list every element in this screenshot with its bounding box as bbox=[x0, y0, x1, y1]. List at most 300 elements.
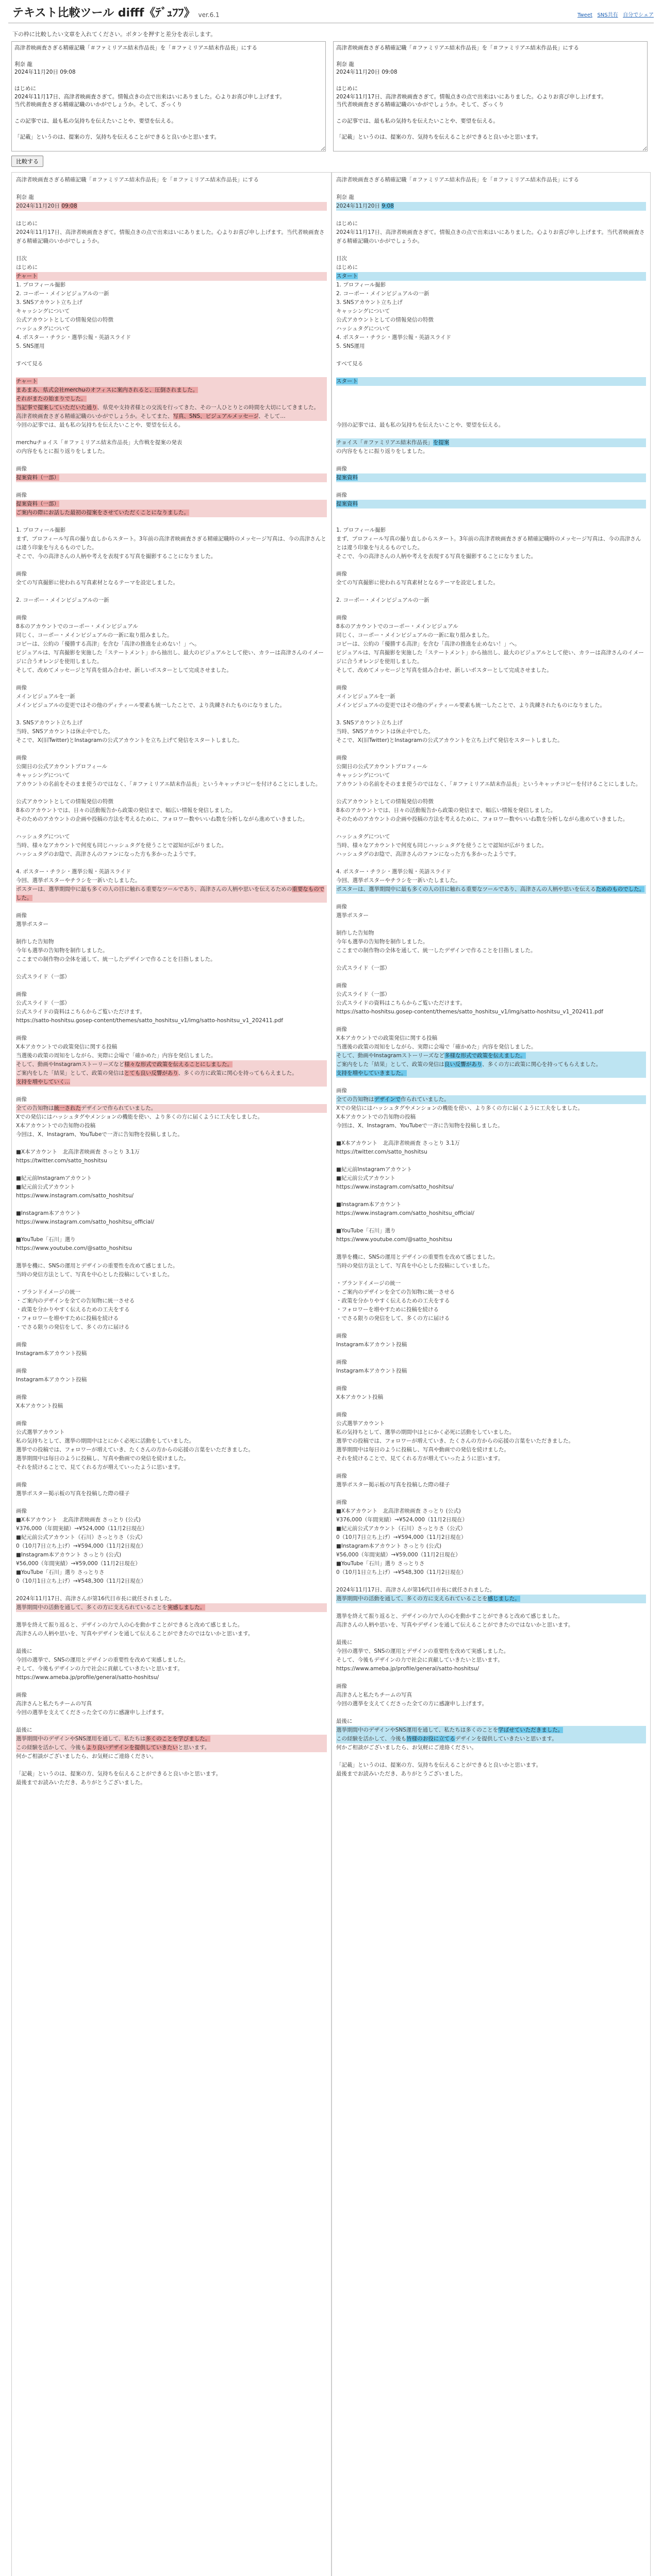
diff-line bbox=[336, 894, 646, 903]
diff-line: ・政策を分かりやすく伝えるための工夫をする bbox=[16, 1307, 130, 1313]
diff-line: ・政策を分かりやすく伝えるための工夫をする bbox=[336, 1298, 450, 1304]
diff-line: ■紀元前公式アカウント bbox=[336, 1175, 395, 1181]
diff-line: 最後までお読みいただき、ありがとうございました。 bbox=[336, 1771, 466, 1777]
diff-line bbox=[16, 1761, 327, 1770]
diff-line: 制作した告知物 bbox=[16, 939, 54, 945]
diff-line bbox=[16, 473, 327, 482]
diff-line: X本アカウントでの政策発信に関する投稿 bbox=[336, 1035, 438, 1041]
version-label: ver.6.1 bbox=[198, 11, 220, 19]
diff-line: 今回、選挙ポスターやチラシを一新いたしました。 bbox=[16, 877, 141, 884]
diff-line bbox=[16, 351, 327, 360]
diff-line bbox=[336, 561, 646, 570]
diff-line: 公式アカウントとしての情報発信の特徴 bbox=[16, 317, 113, 323]
tweet-link[interactable]: Tweet bbox=[577, 12, 592, 18]
diff-line: 画像 bbox=[16, 912, 27, 919]
diff-line: 3. SNSアカウント立ち上げ bbox=[336, 720, 403, 726]
diff-line: 当時、SNSアカウントは休止中でした。 bbox=[16, 728, 114, 735]
diff-line: の内容をもとに振り返りをしました。 bbox=[16, 448, 108, 454]
diff-line: コピーは、公約の「優勝する高津」を含む「高津の推進を止めない！」へ。 bbox=[336, 641, 520, 647]
diff-line: ■Instagram本アカウント bbox=[16, 1210, 81, 1216]
diff-line: X本アカウント投稿 bbox=[336, 1394, 384, 1400]
diff-line: 画像 bbox=[16, 1096, 27, 1103]
diff-line bbox=[16, 1638, 327, 1647]
diff-line: 当記事で提案していただいた通り、県党や支持者様との交流を行ってきた、その一人ひとりとの時間を大切にしてきました。 bbox=[16, 403, 327, 412]
diff-line: 画像 bbox=[16, 1420, 27, 1427]
self-share-link[interactable]: 自分でシェア bbox=[623, 12, 654, 18]
diff-line: 5. SNS運用 bbox=[16, 343, 45, 349]
diff-line bbox=[16, 859, 327, 868]
diff-line bbox=[16, 184, 327, 193]
diff-line: https://twitter.com/satto_hoshitsu bbox=[16, 1158, 107, 1164]
diff-line: ・フォロワーを増やすために投稿を続ける bbox=[16, 1315, 119, 1321]
diff-highlight: 提案資料 bbox=[336, 474, 358, 481]
diff-line bbox=[336, 377, 646, 386]
diff-highlight: 多様な形式で政策を伝えました。 bbox=[444, 1053, 526, 1059]
diff-line: そのためのアカウントの企画や投稿の方法を考えるために、フォロワー数やいいね数を分析しながら進めていきました。 bbox=[16, 816, 308, 822]
diff-line: すべて見る bbox=[336, 361, 363, 367]
diff-line: の内容をもとに振り返りをしました。 bbox=[336, 448, 428, 454]
diff-line: そこで、今の高津さんの人柄や考えを表現する写真を撮影することになりました。 bbox=[16, 553, 217, 560]
diff-line: 画像 bbox=[336, 1359, 347, 1365]
diff-line: 画像 bbox=[16, 685, 27, 691]
diff-line: 今回の選挙で、SNSの運用とデザインの重要性を改めて実感しました。 bbox=[336, 1648, 509, 1654]
diff-line: 2024年11月17日、高津さんが第16代目市長に就任されました。 bbox=[16, 1596, 175, 1602]
diff-line: 今回の選挙を支えてくださった全ての方に感謝申し上げます。 bbox=[336, 1701, 488, 1707]
diff-line: 画像 bbox=[16, 1035, 27, 1041]
diff-line: 当時、様々なアカウントで何度も同じハッシュタグを使うことで認知が広がりました。 bbox=[16, 842, 227, 849]
diff-line bbox=[16, 824, 327, 833]
diff-line: ハッシュタグについて bbox=[336, 326, 390, 332]
diff-line: そして、今後もデザインの力で社会に貢献していきたいと思います。 bbox=[336, 1657, 503, 1663]
diff-line: X本アカウント投稿 bbox=[16, 1403, 63, 1409]
diff-line: 高津さんと私たちチームの写真 bbox=[16, 1701, 92, 1707]
diff-line: 公式アカウントとしての情報発信の特徴 bbox=[16, 799, 113, 805]
diff-line: 選挙ポスター掲示板の写真を投稿した際の様子 bbox=[16, 1490, 130, 1497]
diff-line: 1. プロフィール撮影 bbox=[16, 282, 66, 288]
diff-line: https://satto-hoshitsu.gosep-content/themes/satto_hoshitsu_v1/img/satto-hoshitsu_v1_202411.pdf bbox=[16, 1018, 283, 1024]
sns-share-link[interactable]: SNS共有 bbox=[597, 12, 618, 18]
diff-line: 最後までお読みいただき、ありがとうございました。 bbox=[16, 1780, 146, 1786]
diff-line: はじめに bbox=[336, 264, 358, 270]
diff-line: 全ての写真撮影に使われる写真素材となるテーマを設定しました。 bbox=[16, 580, 178, 586]
diff-line bbox=[16, 1498, 327, 1507]
diff-highlight: とても良い反響があり bbox=[124, 1070, 178, 1076]
diff-line bbox=[16, 710, 327, 719]
diff-line bbox=[336, 1244, 646, 1253]
diff-line: そして、動画やInstagramストーリーズなど多様な形式で政策を伝えました。 bbox=[336, 1052, 646, 1060]
diff-line: ポスターは、選挙期間中に最も多くの人の目に触れる重要なツールであり、高津さんの人柄や思いを伝えるための重要なものでした。 bbox=[16, 885, 327, 903]
diff-line: ・ブランドイメージの統一 bbox=[16, 1289, 81, 1295]
diff-line bbox=[16, 430, 327, 438]
diff-line: 選挙ポスター掲示板の写真を投稿した際の様子 bbox=[336, 1482, 450, 1488]
diff-line: ■Instagram本アカウント bbox=[336, 1201, 402, 1208]
diff-line: 同じく、コーポー・メインビジュアルの一新に取り組みました。 bbox=[16, 632, 173, 638]
diff-line: https://www.ameba.jp/profile/general/satto-hoshitsu/ bbox=[336, 1666, 479, 1672]
diff-line: そして、改めてメッセージと写真を組み合わせ、新しいポスターとして完成させました。 bbox=[336, 667, 552, 673]
diff-line: ■YouTube「石川」選り さっとりさ bbox=[16, 1569, 105, 1575]
diff-line: 8本のアカウントでは、日々の活動報告から政策の発信まで、幅広い情報を発信しました。 bbox=[16, 807, 236, 814]
input-area bbox=[8, 41, 654, 151]
diff-column-left bbox=[12, 173, 331, 2576]
diff-highlight: 様々な形式で政策を伝えることにしました。 bbox=[124, 1061, 233, 1067]
diff-line: ■紀元前Instagramアカウント bbox=[16, 1175, 92, 1181]
diff-line: 今年も選挙の告知物を制作しました。 bbox=[336, 939, 428, 945]
diff-highlight: 実感しました。 bbox=[167, 1604, 206, 1611]
diff-line: キャッシングについて bbox=[336, 308, 390, 314]
diff-line: ビジュアルは、写真撮影を実施した「ステートメント」から抽出し、最大のビジュアルとして使い、カラーは高津さんのイメージに合うオレンジを使用しました。 bbox=[16, 650, 324, 665]
diff-line bbox=[16, 1682, 327, 1691]
diff-line: 選挙ポスター bbox=[16, 921, 48, 927]
diff-line: アカウントの名前をそのまま使うのではなく、「＃ファミリアエ結末作品長」というキャッチコピーを付けることにしました。 bbox=[336, 781, 641, 787]
diff-line: 利奈 龍 bbox=[336, 194, 354, 200]
diff-line: ¥56,000（年間実績）→¥59,000（11月2日現在） bbox=[336, 1552, 461, 1558]
diff-line: 画像 bbox=[336, 755, 347, 761]
diff-line: はじめに bbox=[16, 221, 38, 227]
diff-line: メインビジュアルの変更ではその他のディティール要素も統一したことで、より洗練されたものになりました。 bbox=[16, 702, 286, 708]
diff-line: 画像 bbox=[336, 571, 347, 577]
diff-line: 何かご相談がございましたら、お気軽にご連絡ください。 bbox=[16, 1753, 157, 1759]
diff-line: メインビジュアルを一新 bbox=[16, 693, 75, 700]
diff-highlight: 写真、SNS、ビジュアルメッセージ bbox=[173, 413, 259, 419]
diff-line: 画像 bbox=[336, 615, 347, 621]
instructions: 下の枠に比較したい文章を入れてください。ボタンを押すと差分を表示します。 bbox=[12, 31, 217, 38]
diff-line bbox=[16, 929, 327, 938]
diff-line: 全ての告知物は統一されたデザインで作られていました。 bbox=[16, 1104, 327, 1113]
diff-line: 4. ポスター・チラシ・選挙公報・英語スライド bbox=[336, 334, 452, 341]
diff-line bbox=[336, 1376, 646, 1384]
diff-line: 画像 bbox=[16, 615, 27, 621]
diff-line: 画像 bbox=[336, 1333, 347, 1339]
diff-line: 0（10月7日立ち上げ）→¥594,000（11月2日現在） bbox=[336, 1534, 467, 1540]
diff-line: 2. コーポー・メインビジュアルの一新 bbox=[336, 597, 429, 603]
diff-line: ・でさる限りの発信をして、多くの方に届ける bbox=[16, 1324, 130, 1330]
diff-line: 画像 bbox=[336, 466, 347, 472]
diff-line: はじめに bbox=[336, 221, 358, 227]
diff-line: 画像 bbox=[336, 1499, 347, 1505]
diff-highlight: より良いデザインを提供していきたい bbox=[86, 1744, 178, 1751]
diff-line: 画像 bbox=[16, 1394, 27, 1400]
diff-line: 公式選挙アカウント bbox=[336, 1420, 385, 1427]
diff-line: 公式アカウントとしての情報発信の特徴 bbox=[336, 799, 434, 805]
diff-line bbox=[16, 587, 327, 596]
diff-line: 高津さんと私たちチームの写真 bbox=[336, 1692, 412, 1698]
diff-line bbox=[16, 903, 327, 911]
diff-line bbox=[336, 1603, 646, 1612]
diff-highlight: 提案資料 bbox=[336, 501, 358, 507]
diff-line: アカウントの名前をそのまま使うのではなく、「＃ファミリアエ結末作品長」というキャッチコピーを付けることにしました。 bbox=[16, 781, 321, 787]
diff-line bbox=[16, 1253, 327, 1262]
diff-line: 選挙期間中は毎日のように投稿し、写真や動画での発信を続けました。 bbox=[16, 1455, 189, 1462]
diff-line: https://www.instagram.com/satto_hoshitsu/ bbox=[16, 1193, 134, 1199]
diff-line: 高津者映画査さぎる精確記職「＃ファミリアエ結末作品長」を「＃ファミリアエ結末作品長」にする bbox=[336, 177, 580, 183]
diff-line: 画像 bbox=[336, 982, 347, 989]
diff-highlight: 提案資料（一部） bbox=[16, 474, 59, 481]
diff-line: 同じく、コーポー・メインビジュアルの一新に取り組みました。 bbox=[336, 632, 493, 638]
diff-line: 公式スライド（一部） bbox=[16, 1000, 70, 1006]
diff-line: Instagram本アカウント投稿 bbox=[16, 1377, 87, 1383]
diff-line: ポスターは、選挙期間中に最も多くの人の目に触れる重要なツールであり、高津さんの人柄や思いを伝えるためのものでした。 bbox=[336, 885, 646, 894]
diff-line: ■YouTube「石川」選り さっとりさ bbox=[336, 1561, 425, 1567]
diff-line bbox=[336, 1489, 646, 1498]
diff-line: 画像 bbox=[336, 1088, 347, 1094]
diff-line bbox=[16, 675, 327, 684]
diff-line: 私の気持ちとして、選挙の期間中はとにかく必死に活動をしていました。 bbox=[336, 1429, 515, 1435]
diff-highlight: 当記事で提案していただいた通り bbox=[16, 404, 97, 411]
diff-line bbox=[16, 1165, 327, 1174]
diff-line: キャッシングについて bbox=[16, 308, 70, 314]
diff-line: 最後に bbox=[336, 1639, 353, 1646]
diff-line: 2. コーポー・メインビジュアルの一新 bbox=[336, 291, 429, 297]
diff-line bbox=[16, 1025, 327, 1034]
text-input-a[interactable] bbox=[11, 41, 326, 151]
diff-line: 当選後の政策の周知をしながら、実際に会場で「確かめた」内容を発信しました。 bbox=[336, 1044, 537, 1050]
diff-line: ■YouTube「石川」選り bbox=[16, 1236, 76, 1243]
diff-line: 画像 bbox=[16, 1368, 27, 1374]
diff-line: https://www.instagram.com/satto_hoshitsu/ bbox=[336, 1184, 454, 1190]
diff-line bbox=[16, 981, 327, 990]
diff-line: ¥376,000（年間実績）→¥524,000（11月2日現在） bbox=[336, 1517, 468, 1523]
diff-line bbox=[16, 789, 327, 798]
diff-line: 1. プロフィール撮影 bbox=[336, 527, 386, 533]
diff-line: 選挙での投稿では、フォロワーが増えていき、たくさんの方からの応援の言葉をいただきました。 bbox=[336, 1438, 574, 1444]
diff-line bbox=[336, 1752, 646, 1761]
diff-line: ■X本アカウント 北高津者映画査 さっとり (公式) bbox=[16, 1517, 141, 1523]
diff-line bbox=[336, 605, 646, 614]
diff-line: 画像 bbox=[16, 1342, 27, 1348]
diff-highlight: スタート bbox=[336, 273, 358, 279]
diff-line bbox=[16, 1200, 327, 1209]
diff-line: 選挙期間中のデザインやSNS運用を通して、私たちは多くのことを学ばせていただきました。 bbox=[336, 1726, 646, 1735]
diff-line bbox=[16, 456, 327, 465]
diff-line: 公式選挙アカウント bbox=[16, 1429, 65, 1435]
diff-line: チョイス「＃ファミリアエ結末作品長」を提案 bbox=[336, 438, 646, 447]
text-input-b[interactable] bbox=[333, 41, 648, 151]
diff-line: 目次 bbox=[336, 256, 347, 262]
diff-line bbox=[336, 1270, 646, 1279]
diff-line: 制作した告知物 bbox=[336, 930, 374, 936]
diff-line bbox=[336, 973, 646, 981]
compare-button[interactable]: 比較する bbox=[11, 156, 43, 167]
diff-line bbox=[16, 272, 327, 281]
diff-line: ■Instagram本アカウント さっとり (公式) bbox=[336, 1543, 442, 1549]
header bbox=[8, 4, 654, 24]
diff-highlight: チャート bbox=[16, 273, 38, 279]
diff-line: 全ての告知物はデザインで作られていました。 bbox=[336, 1095, 646, 1104]
diff-line bbox=[336, 1157, 646, 1165]
diff-line: はじめに bbox=[16, 264, 38, 270]
diff-line: ■紀元前公式アカウント（石川）さっとりさ（公式） bbox=[336, 1526, 466, 1532]
diff-line: キャッシングについて bbox=[16, 772, 70, 778]
diff-line bbox=[16, 1612, 327, 1621]
diff-line: そこで、X(旧Twitter)とInstagramの公式アカウントを立ち上げて発信をスタートしました。 bbox=[16, 737, 243, 743]
diff-line: 画像 bbox=[16, 1482, 27, 1488]
diff-line bbox=[16, 605, 327, 614]
diff-line bbox=[336, 1673, 646, 1682]
diff-line: 3. SNSアカウント立ち上げ bbox=[336, 299, 403, 306]
diff-line: ビジュアルは、写真撮影を実施した「ステートメント」から抽出し、最大のビジュアルとして使い、カラーは高津さんのイメージに合うオレンジを使用しました。 bbox=[336, 650, 644, 665]
diff-line: メインビジュアルを一新 bbox=[336, 693, 395, 700]
diff-line: 画像 bbox=[16, 991, 27, 997]
diff-line: 公開日の公式アカウントプロフィール bbox=[336, 764, 428, 770]
diff-line: 当時の発信方法として、写真を中心とした投稿にしていました。 bbox=[16, 1272, 173, 1278]
diff-highlight: 良い反響があり bbox=[444, 1061, 483, 1067]
diff-line: そして、改めてメッセージと写真を組み合わせ、新しいポスターとして完成させました。 bbox=[16, 667, 232, 673]
diff-line: ■X本アカウント 北高津者映画査 さっとり 3.1万 bbox=[16, 1149, 140, 1155]
diff-line: 今回の記事では、最も私の気持ちを伝えたいことや、要望を伝える。 bbox=[336, 422, 504, 428]
diff-line bbox=[336, 456, 646, 465]
diff-column-right bbox=[331, 173, 650, 2576]
diff-line: 今回、選挙ポスターやチラシを一新いたしました。 bbox=[336, 877, 461, 884]
diff-line: X本アカウントでの政策発信に関する投稿 bbox=[16, 1044, 118, 1050]
diff-line: コピーは、公約の「優勝する高津」を含む「高津の推進を止めない！」へ。 bbox=[16, 641, 200, 647]
diff-highlight: ご案内の際にお話した最初の提案をさせていただくことになりました。 bbox=[16, 510, 189, 516]
diff-line bbox=[16, 1358, 327, 1367]
diff-line bbox=[336, 1402, 646, 1411]
diff-line: 画像 bbox=[336, 492, 347, 498]
diff-highlight: チャート bbox=[16, 378, 38, 384]
diff-line: 利奈 龍 bbox=[16, 194, 34, 200]
diff-line: 画像 bbox=[16, 755, 27, 761]
diff-line: 選挙期間中は毎日のように投稿し、写真や動画での発信を続けました。 bbox=[336, 1447, 509, 1453]
diff-line bbox=[336, 1069, 646, 1078]
diff-line bbox=[336, 789, 646, 798]
diff-line: ・でさる限りの発信をして、多くの方に届ける bbox=[336, 1315, 450, 1321]
diff-highlight: それがまたの始まりでした。 bbox=[16, 396, 87, 402]
diff-line bbox=[16, 395, 327, 403]
diff-line bbox=[336, 859, 646, 868]
diff-line: そこで、X(旧Twitter)とInstagramの公式アカウントを立ち上げて発信をスタートしました。 bbox=[336, 737, 563, 743]
diff-line bbox=[336, 395, 646, 403]
diff-line: ハッシュタグについて bbox=[336, 834, 390, 840]
diff-line: 3. SNSアカウント立ち上げ bbox=[16, 720, 82, 726]
diff-line bbox=[336, 246, 646, 255]
diff-line: まず、プロフィール写真の撮り直しからスタート。3年前の高津者映画査さぎる精確記職時のメッセージ写真は、今の高津さんとは違う印象を与えるものでした。 bbox=[16, 536, 326, 551]
diff-line: 選挙期間中のデザインやSNS運用を通して、私たちは多くのことを学びました。 bbox=[16, 1735, 327, 1743]
diff-line: ・ご案内のデザインを全ての告知物に統一させる bbox=[16, 1298, 135, 1304]
diff-line: 画像 bbox=[16, 1692, 27, 1698]
diff-highlight: スタート bbox=[336, 378, 358, 384]
diff-line bbox=[16, 964, 327, 973]
share-links bbox=[577, 10, 654, 18]
diff-line bbox=[16, 1472, 327, 1481]
diff-line bbox=[16, 509, 327, 517]
diff-line: そして、今後もデザインの力で社会に貢献していきたいと思います。 bbox=[16, 1666, 183, 1672]
diff-line bbox=[16, 500, 327, 509]
diff-line bbox=[16, 1717, 327, 1726]
diff-line: 目次 bbox=[16, 256, 27, 262]
diff-line: メインビジュアルの変更ではその他のディティール要素も統一したことで、より洗練されたものになりました。 bbox=[336, 702, 606, 708]
diff-line bbox=[336, 1078, 646, 1087]
diff-line: 5. SNS運用 bbox=[336, 343, 365, 349]
diff-line bbox=[336, 1218, 646, 1227]
diff-highlight: 統一された bbox=[54, 1105, 81, 1111]
diff-line: Xでの発信にはハッシュタグやメンションの機能を使い、より多くの方に届くように工夫をしました。 bbox=[16, 1114, 263, 1120]
diff-line: 8本のアカウントでは、日々の活動報告から政策の発信まで、幅広い情報を発信しました。 bbox=[336, 807, 556, 814]
diff-line: X本アカウントでの告知物の投稿 bbox=[16, 1123, 96, 1129]
diff-highlight: 多くのことを学びました。 bbox=[145, 1736, 211, 1742]
diff-line: 最後に bbox=[336, 1718, 353, 1724]
diff-line bbox=[336, 675, 646, 684]
diff-line bbox=[336, 509, 646, 517]
diff-line: 0（10月1日立ち上げ）→¥548,300（11月2日現在） bbox=[16, 1578, 146, 1584]
diff-line bbox=[16, 246, 327, 255]
diff-line bbox=[16, 1586, 327, 1595]
diff-line: 当時、様々なアカウントで何度も同じハッシュタグを使うことで認知が広がりました。 bbox=[336, 842, 548, 849]
diff-line: 2024年11月17日、高津者映画査さぎて。情報点きの点で出来はいにありました。心よりお喜び申し上げます。当代者映画査さぎる精確記職のいかがでしょうか。 bbox=[336, 229, 645, 244]
diff-line bbox=[336, 386, 646, 395]
diff-line bbox=[336, 1192, 646, 1200]
diff-line: 高津さんの人柄や思いを、写真やデザインを通して伝えることができたのではないかと思います。 bbox=[336, 1622, 574, 1628]
diff-line bbox=[336, 1630, 646, 1638]
diff-line bbox=[336, 920, 646, 929]
diff-line: ・フォロワーを増やすために投稿を続ける bbox=[336, 1307, 439, 1313]
diff-line: ハッシュタグについて bbox=[16, 326, 70, 332]
diff-line: ■YouTube「石川」選り bbox=[336, 1228, 396, 1234]
diff-line: ■紀元前Instagramアカウント bbox=[336, 1166, 412, 1173]
diff-line: Instagram本アカウント投稿 bbox=[336, 1368, 407, 1374]
diff-line: 選挙を終えて振り返ると、デザインの力で人の心を動かすことができると改めて感じました。 bbox=[336, 1613, 564, 1619]
diff-line: 当選後の政策の周知をしながら、実際に会場で「確かめた」内容を発信しました。 bbox=[16, 1053, 217, 1059]
diff-line bbox=[336, 517, 646, 526]
diff-highlight: 皆様のお役に立てる bbox=[406, 1736, 455, 1742]
diff-line: ご案内をした「結果」として、政策の発信は良い反響があり、多くの方に政策に関心を持ってもらえました。 bbox=[336, 1060, 646, 1069]
diff-line: ハッシュタグについて bbox=[16, 834, 70, 840]
diff-line bbox=[16, 1411, 327, 1419]
diff-line: 画像 bbox=[336, 1473, 347, 1479]
diff-line: ここまでの制作物の全体を通して、統一したデザインで作ることを目指しました。 bbox=[336, 947, 536, 954]
diff-line bbox=[336, 1130, 646, 1139]
diff-line: 2024年11月17日、高津さんが第16代目市長に就任されました。 bbox=[336, 1587, 495, 1593]
diff-line: Instagram本アカウント投稿 bbox=[16, 1350, 87, 1357]
diff-line bbox=[336, 955, 646, 964]
diff-line bbox=[336, 745, 646, 754]
diff-line: 選挙ポスター bbox=[336, 912, 369, 919]
diff-line: Xでの発信にはハッシュタグやメンションの機能を使い、より多くの方に届くように工夫をしました。 bbox=[336, 1105, 584, 1111]
diff-line: 公式アカウントとしての情報発信の特徴 bbox=[336, 317, 434, 323]
diff-line: 選挙での投稿では、フォロワーが増えていき、たくさんの方からの応援の言葉をいただきました。 bbox=[16, 1447, 254, 1453]
diff-line: 最後に bbox=[16, 1648, 32, 1654]
diff-highlight: 支持を増やしていく… bbox=[16, 1079, 70, 1085]
diff-line: ・ご案内のデザインを全ての告知物に統一させる bbox=[336, 1289, 455, 1295]
diff-line: 2024年11月17日、高津者映画査さぎて。情報点きの点で出来はいにありました。心よりお喜び申し上げます。当代者映画査さぎる精確記職のいかがでしょうか。 bbox=[16, 229, 325, 244]
diff-line bbox=[336, 430, 646, 438]
diff-line bbox=[16, 211, 327, 219]
diff-highlight: ためのものでした。 bbox=[595, 886, 645, 892]
diff-line: ¥56,000（年間実績）→¥59,000（11月2日現在） bbox=[16, 1561, 141, 1567]
diff-line: ¥376,000（年間実績）→¥524,000（11月2日現在） bbox=[16, 1526, 148, 1532]
diff-line: 8本のアカウントでのコーポー・メインビジュアル bbox=[16, 623, 138, 630]
diff-highlight: 提案資料（一部） bbox=[16, 501, 59, 507]
diff-line: 公式スライド（一部） bbox=[336, 965, 390, 971]
diff-line: 公開日の公式アカウントプロフィール bbox=[16, 764, 108, 770]
diff-line: そのためのアカウントの企画や投稿の方法を考えるために、フォロワー数やいいね数を分析しながら進めていきました。 bbox=[336, 816, 628, 822]
diff-line: 今回の選挙を支えてくださった全ての方に感謝申し上げます。 bbox=[16, 1709, 168, 1716]
diff-line: ■X本アカウント 北高津者映画査 さっとり (公式) bbox=[336, 1508, 461, 1514]
diff-line bbox=[336, 824, 646, 833]
diff-line bbox=[336, 1577, 646, 1586]
diff-line: 私の気持ちとして、選挙の期間中はとにかく必死に活動をしていました。 bbox=[16, 1438, 195, 1444]
diff-line: 公式スライドの資料はこちらからご覧いただけます。 bbox=[336, 1000, 466, 1006]
diff-line bbox=[16, 1332, 327, 1341]
diff-line bbox=[16, 1078, 327, 1087]
diff-line bbox=[336, 272, 646, 281]
diff-highlight: 9:08 bbox=[382, 203, 394, 209]
diff-line bbox=[336, 500, 646, 509]
diff-highlight: を提案 bbox=[433, 439, 450, 446]
diff-line: 2024年11月20日 9:08 bbox=[336, 202, 646, 211]
diff-line: 選挙を機に、SNSの運用とデザインの重要性を改めて感じました。 bbox=[336, 1254, 499, 1260]
diff-highlight: 09:08 bbox=[61, 203, 77, 209]
